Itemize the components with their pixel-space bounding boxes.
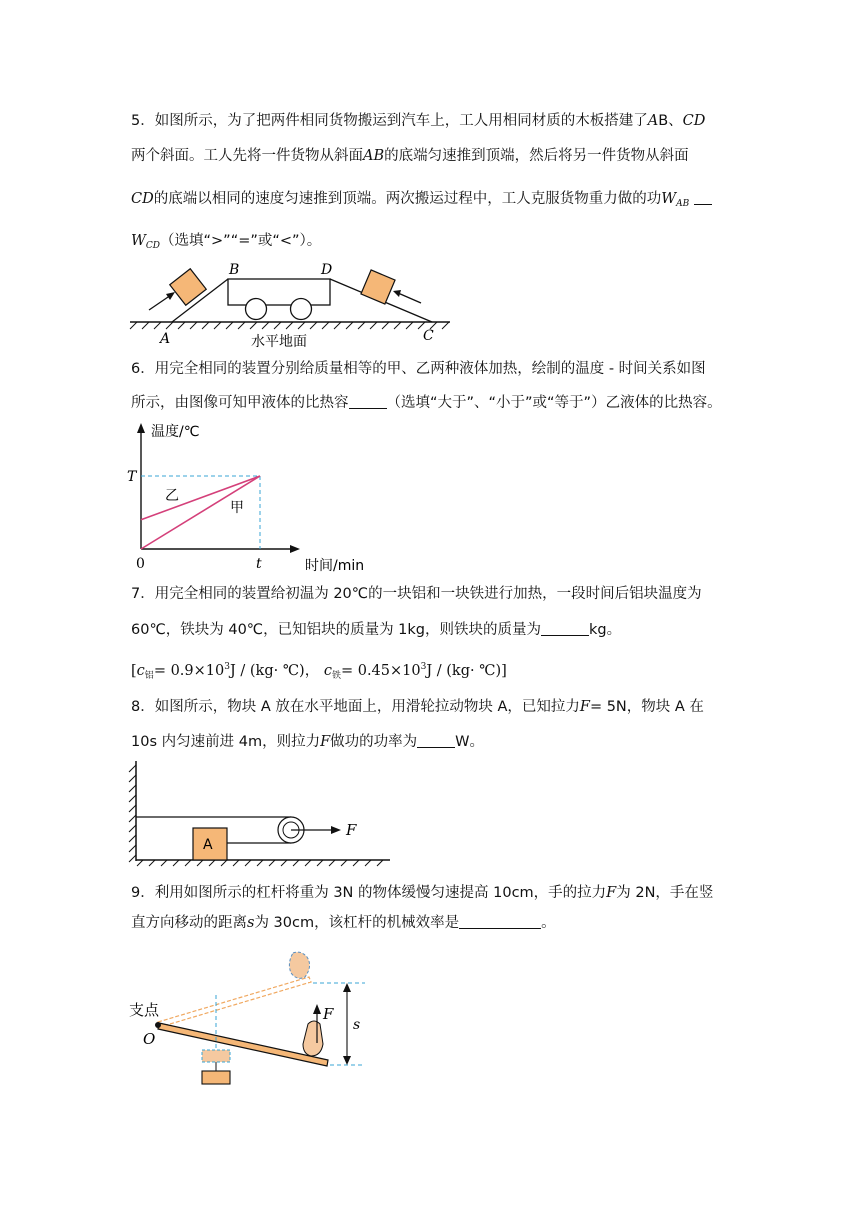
q9-text: 为 30cm，该杠杆的机械效率是 (254, 915, 460, 931)
arrow-head (331, 826, 341, 834)
q5-text: 两个斜面。工人先将一件货物从斜面 (131, 148, 363, 164)
work-ab: W (661, 191, 677, 207)
arrow-head (343, 1056, 351, 1065)
answer-blank[interactable] (349, 394, 387, 409)
series-label-jia: 甲 (230, 500, 244, 516)
q8-text: = 5N，物块 A 在 (589, 699, 704, 715)
q5-line2 (131, 146, 731, 166)
origin-label: 0 (136, 556, 145, 572)
label-a: A (647, 113, 659, 129)
q6-line1 (131, 359, 731, 379)
distance-s: s (247, 915, 255, 931)
q8-text: 10s 内匀速前进 4m，则拉力 (131, 734, 321, 750)
q7-text: kg。 (589, 622, 622, 638)
ground-caption: 水平地面 (251, 334, 307, 350)
pivot-label: 支点 (129, 1001, 160, 1019)
q5-text: （选填“>”“=”或“<”）。 (160, 233, 322, 249)
q6-temperature-chart (125, 418, 375, 578)
q5-text: 的底端以相同的速度匀速推到顶端。两次搬运过程中，工人克服货物重力做的功 (153, 191, 662, 207)
unit: J / (kg· ℃) (229, 663, 305, 679)
pivot-o: O (143, 1030, 156, 1048)
q8-text: W。 (455, 734, 484, 750)
q9-text: 9．利用如图所示的杠杆将重为 3N 的物体缓慢匀速提高 10cm，手的拉力 (131, 885, 607, 901)
y-axis-arrow (137, 423, 145, 433)
answer-blank[interactable] (459, 914, 541, 929)
truck-body (228, 279, 330, 305)
pivot-point (155, 1022, 161, 1028)
q5-text: 5．如图所示，为了把两件相同货物搬运到汽车上，工人用相同材质的木板搭建了 (131, 113, 648, 129)
q6-line2 (131, 393, 731, 413)
bracket-open: [ (131, 663, 137, 679)
truck-wheel (291, 299, 312, 320)
q8-text: 8．如图所示，物块 A 放在水平地面上，用滑轮拉动物块 A，已知拉力 (131, 699, 580, 715)
push-arrow-right (398, 293, 421, 303)
label-cd: CD (131, 191, 154, 207)
q9-text: 为 2N，手在竖 (616, 885, 714, 901)
q8-line1 (131, 697, 731, 717)
q9-lever-figure (125, 945, 385, 1097)
q7-text: 60℃，铁块为 40℃，已知铝块的质量为 1kg，则铁块的质量为 (131, 622, 542, 638)
point-d: D (321, 262, 333, 278)
hand-raised-dashed (289, 952, 309, 978)
label-cd: CD (682, 113, 706, 129)
q5-line1 (131, 111, 731, 131)
push-arrow-left (149, 295, 171, 310)
force-label: F (346, 821, 357, 839)
weight-block (202, 1071, 230, 1084)
q9-text: 。 (541, 915, 556, 931)
separator: 、 (668, 113, 683, 129)
q9-line2 (131, 913, 731, 933)
y-axis-label: 温度/℃ (151, 424, 200, 440)
q5-incline-figure (125, 258, 455, 350)
q5-text: 的底端匀速推到顶端，然后将另一件货物从斜面 (384, 148, 689, 164)
x-axis-label: 时间/min (305, 558, 365, 574)
weight-raised-dashed (202, 1050, 230, 1062)
q6-text: （选填“大于”、“小于”或“等于”）乙液体的比热容。 (386, 395, 722, 411)
y-tick-t: T (127, 469, 137, 485)
c-al: c (136, 663, 145, 679)
q7-line1 (131, 584, 731, 604)
answer-blank[interactable] (541, 621, 589, 636)
exponent: 3 (420, 662, 427, 672)
distance-label: s (353, 1017, 361, 1033)
c-al-value: = 0.9×10 (153, 663, 225, 679)
force-f: F (320, 734, 331, 750)
q9-line1 (131, 883, 731, 903)
point-c: C (423, 328, 434, 344)
lever-raised-dashed (158, 977, 311, 1027)
q7-formula (131, 657, 731, 686)
lever-bar (158, 1023, 328, 1066)
answer-blank[interactable] (694, 190, 712, 205)
q5-line3 (131, 189, 731, 214)
arrow-head (313, 1004, 321, 1014)
force-label: F (323, 1005, 334, 1023)
unit: J / (kg· ℃) (426, 663, 502, 679)
floor-hatch (137, 860, 383, 866)
truck-wheel (246, 299, 267, 320)
c-fe-value: = 0.45×10 (340, 663, 421, 679)
q8-pulley-figure (125, 757, 395, 869)
c-al-sub: 铝 (144, 671, 154, 681)
force-f: F (579, 699, 590, 715)
x-tick-t: t (256, 556, 262, 572)
ground-hatch (130, 322, 449, 329)
arrow-head (166, 292, 175, 300)
q6-text: 所示，由图像可知甲液体的比热容 (131, 395, 349, 411)
cargo-box-right (361, 270, 395, 304)
force-f: F (606, 885, 617, 901)
comma: ， (304, 663, 320, 679)
bracket-close: ] (501, 663, 507, 679)
work-ab-sub: AB (676, 199, 690, 209)
q7-line2 (131, 620, 731, 640)
c-fe-sub: 铁 (331, 671, 341, 681)
arrow-head (343, 983, 351, 992)
q8-line2 (131, 732, 731, 752)
q5-line4 (131, 231, 731, 256)
exponent: 3 (224, 662, 230, 672)
block-a-label: A (203, 837, 213, 853)
answer-blank[interactable] (417, 733, 455, 748)
q8-text: 做功的功率为 (330, 734, 418, 750)
q6-text: 6．用完全相同的装置分别给质量相等的甲、乙两种液体加热，绘制的温度 - 时间关系如图 (131, 361, 706, 377)
x-axis-arrow (290, 545, 300, 553)
work-cd-sub: CD (145, 241, 161, 251)
point-a: A (160, 331, 171, 347)
hand-icon (303, 1021, 323, 1056)
q7-text: 7．用完全相同的装置给初温为 20℃的一块铝和一块铁进行加热，一段时间后铝块温度为 (131, 586, 702, 602)
label-ab: AB (363, 148, 385, 164)
arrow-head (393, 290, 401, 297)
q9-text: 直方向移动的距离 (131, 915, 247, 931)
point-b: B (229, 262, 240, 278)
c-fe: c (323, 663, 332, 679)
wall-hatch (129, 765, 136, 862)
series-label-yi: 乙 (165, 488, 179, 504)
work-cd: W (131, 233, 146, 249)
label-b: B (658, 113, 669, 129)
